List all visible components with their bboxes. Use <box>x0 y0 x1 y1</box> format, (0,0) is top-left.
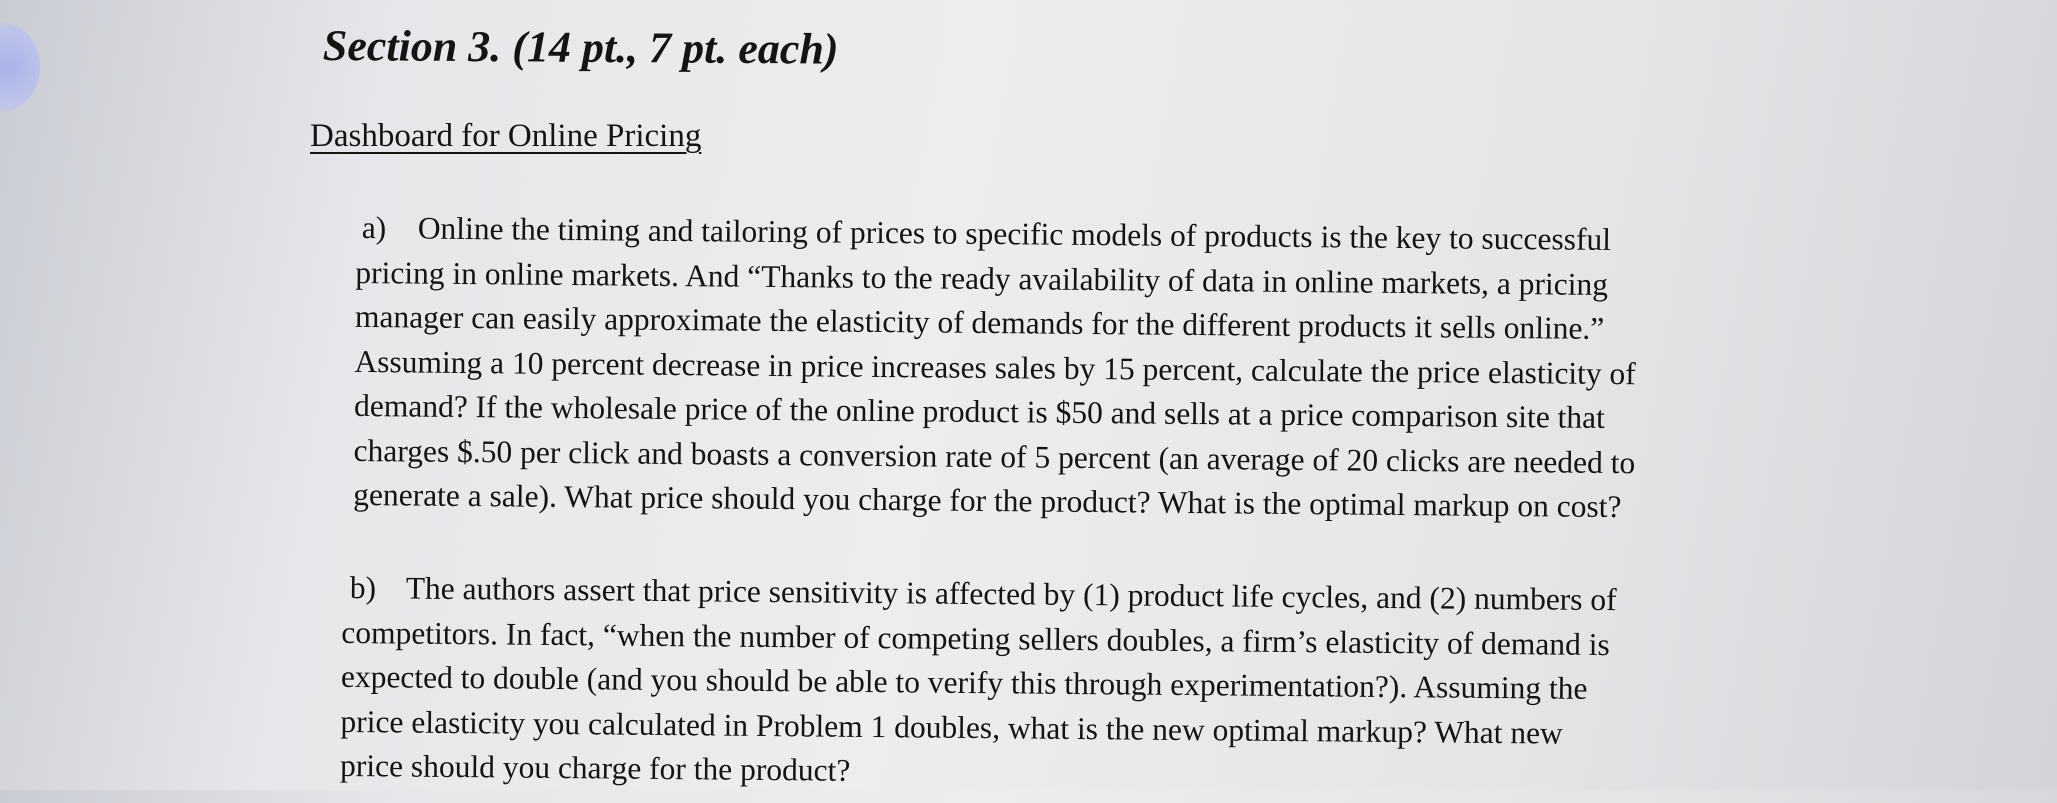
question-a-line-5: demand? If the wholesale price of the online product is $50 and sells at a price comparison site that <box>353 387 1606 435</box>
question-b-text: The authors assert that price sensitivity is affected by (1) product life cycles, and (2) numbers of <box>405 570 1617 618</box>
question-a-line-6: charges $.50 per click and boasts a conversion rate of 5 percent (an average of 20 clicks are needed to <box>353 432 1636 480</box>
question-b-line-4: price elasticity you calculated in Problem 1 doubles, what is the new optimal markup? What new <box>340 703 1563 751</box>
question-b-line-2: competitors. In fact, “when the number of competing sellers doubles, a firm’s elasticity of demand is <box>341 614 1610 662</box>
question-b-label: b) <box>349 569 377 606</box>
question-b-line-5: price should you charge for the product? <box>339 747 851 788</box>
question-b-line-3: expected to double (and you should be able to verify this through experimentation?). Assuming the <box>340 658 1588 706</box>
question-a-line-4: Assuming a 10 percent decrease in price increases sales by 15 percent, calculate the price elasticity of <box>354 343 1636 391</box>
finger-shadow <box>0 22 40 112</box>
question-a-label: a) <box>361 209 387 246</box>
question-a <box>353 206 1822 532</box>
question-a-line-2: pricing in online markets. And “Thanks to the ready availability of data in online markets, a pricing <box>355 254 1609 302</box>
question-a-line-3: manager can easily approximate the elasticity of demands for the different products it sells online.” <box>354 298 1605 346</box>
question-b <box>339 566 1810 803</box>
section-heading: Section 3. (14 pt., 7 pt. each) <box>322 20 839 74</box>
question-a-text: Online the timing and tailoring of prices to specific models of products is the key to successful <box>417 210 1612 257</box>
question-a-line-7: generate a sale). What price should you charge for the product? What is the optimal markup on cost? <box>353 476 1622 525</box>
document-title: Dashboard for Online Pricing <box>310 118 702 154</box>
